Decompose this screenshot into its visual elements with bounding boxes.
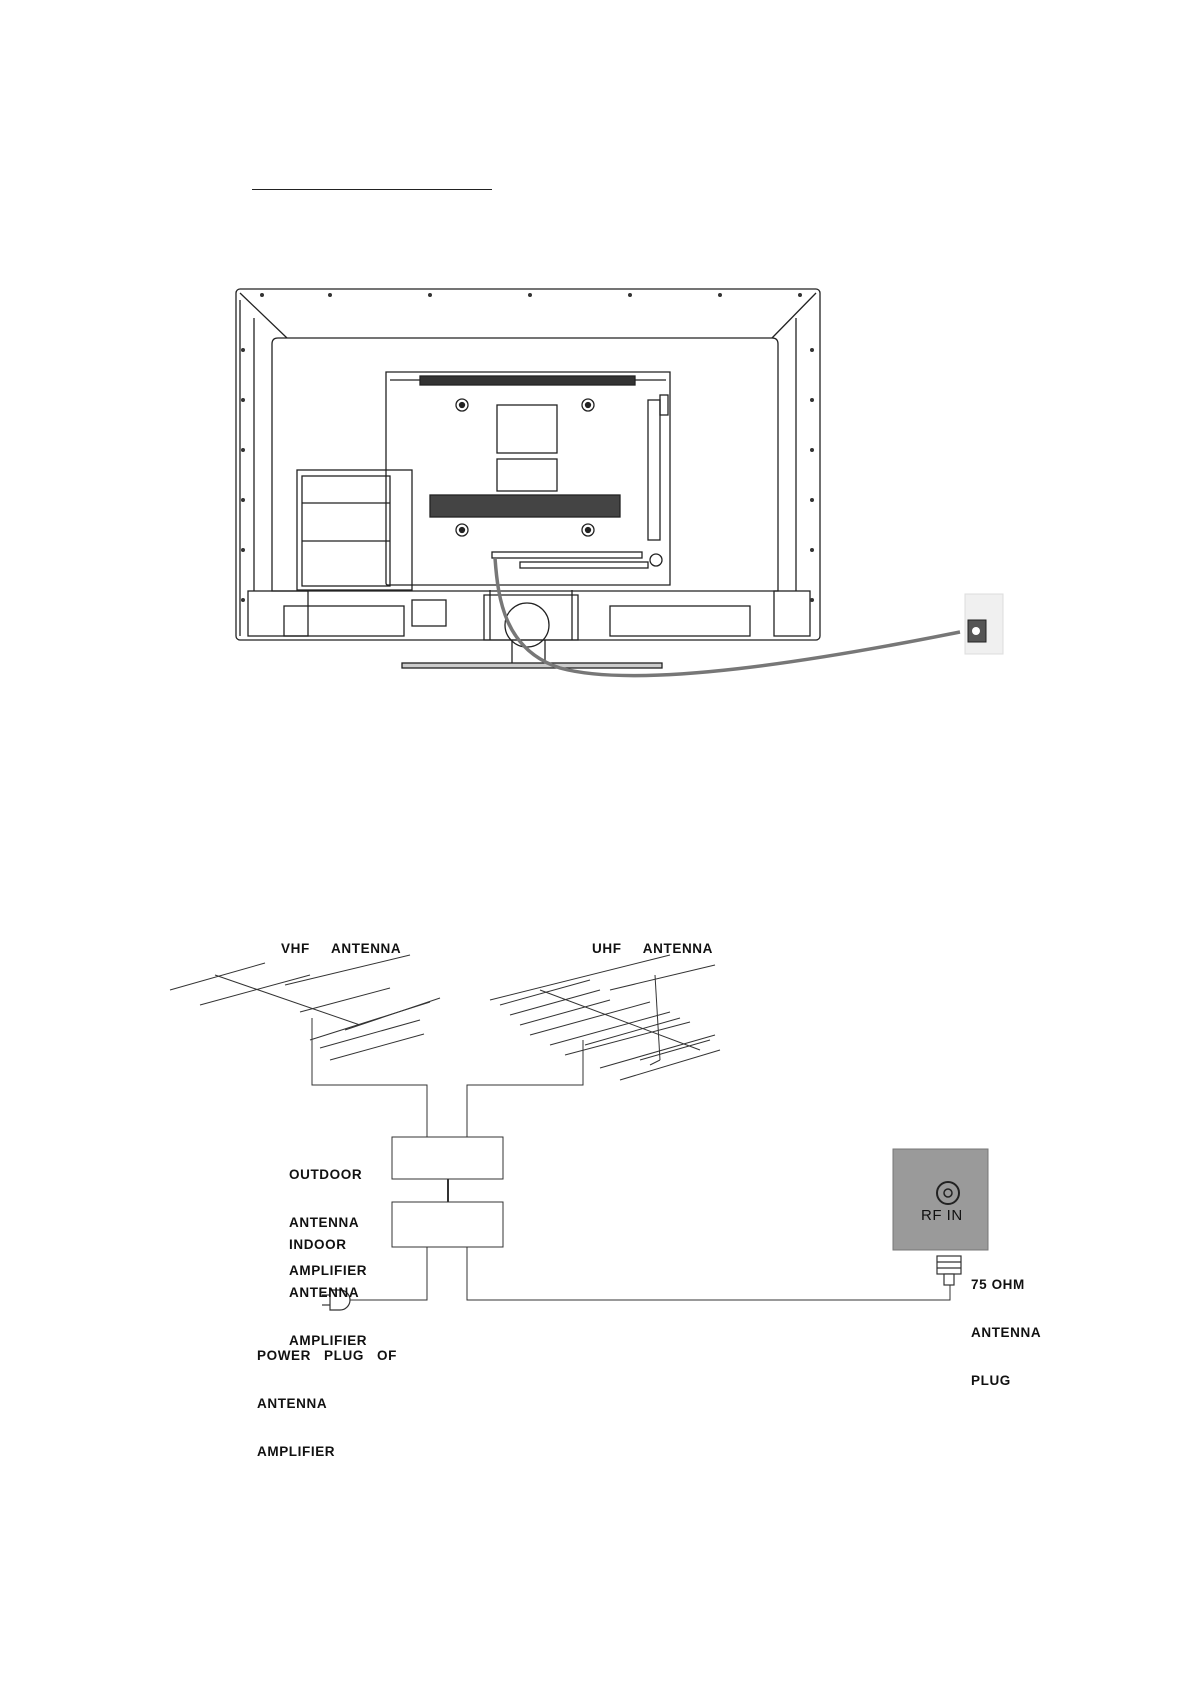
left-speaker <box>248 591 308 636</box>
stand-neck <box>484 595 578 640</box>
outdoor-amplifier-label: OUTDOOR ANTENNA AMPLIFIER <box>289 1167 368 1278</box>
tv-outer-frame <box>236 289 820 640</box>
side-connector-strip <box>648 400 660 540</box>
indoor-amplifier-label: INDOOR ANTENNA AMPLIFIER <box>289 1237 368 1348</box>
top-vent <box>420 376 635 385</box>
outdoor-amplifier-box <box>392 1137 503 1179</box>
rf-in-label: RF IN <box>921 1207 963 1224</box>
coax-cable <box>467 1247 950 1300</box>
power-socket <box>412 600 446 626</box>
left-io-panel <box>297 470 412 590</box>
left-speaker-grille <box>284 606 404 636</box>
rating-label <box>497 405 557 453</box>
tv-back-panel <box>386 372 670 585</box>
power-cable <box>495 558 960 676</box>
power-plug-label: POWER PLUG OF ANTENNA AMPLIFIER <box>257 1348 397 1459</box>
right-speaker-grille <box>610 606 750 636</box>
vhf-antenna-drawing <box>170 955 440 1060</box>
middle-vent <box>430 495 620 517</box>
antenna-plug-connector <box>937 1256 961 1285</box>
right-speaker <box>774 591 810 636</box>
bottom-connector-strip <box>492 552 642 558</box>
stand-base <box>402 663 662 668</box>
indoor-amplifier-box <box>392 1202 503 1247</box>
serial-label <box>497 459 557 491</box>
tv-rear-view-illustration <box>0 0 1191 700</box>
vhf-antenna-label: VHF ANTENNA <box>281 941 402 956</box>
antenna-plug-label: 75 OHM ANTENNA PLUG <box>971 1277 1042 1388</box>
uhf-antenna-label: UHF ANTENNA <box>592 941 713 956</box>
uhf-antenna-drawing <box>490 955 720 1080</box>
